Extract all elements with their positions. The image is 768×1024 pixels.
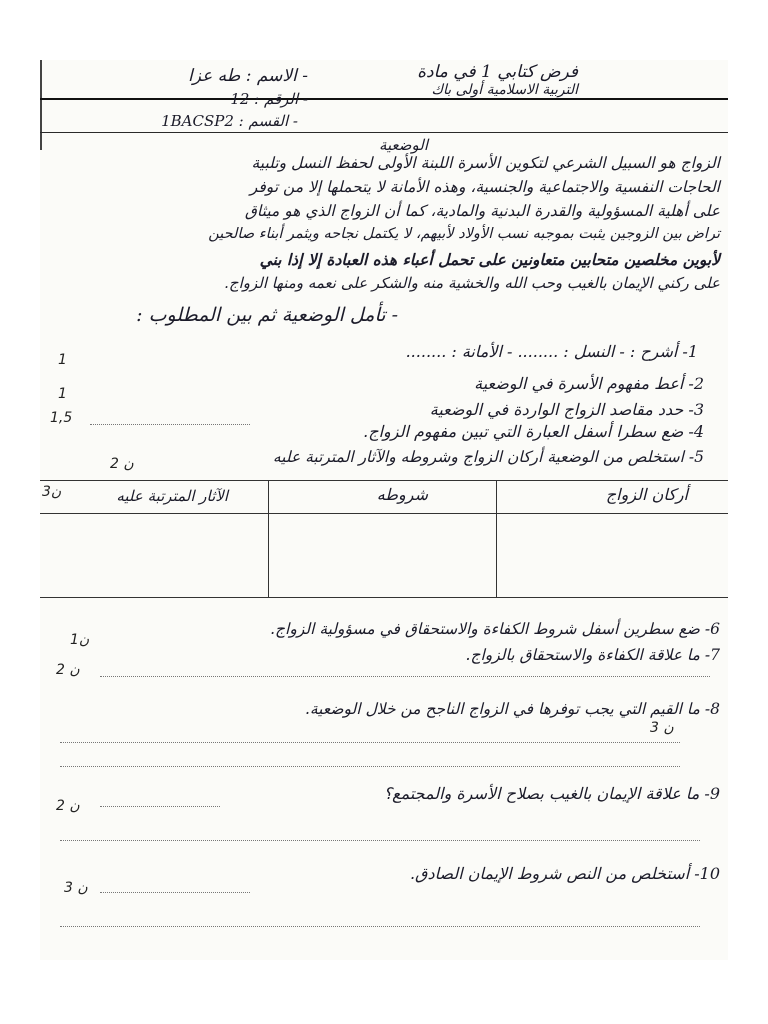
question-6: 6- ضع سطرين أسفل شروط الكفاءة والاستحقاق في مسؤولية الزواج. [270,620,720,638]
question-4: 4- ضع سطرا أسفل العبارة التي تبين مفهوم الزواج. [363,422,704,441]
score-q6: 1ن [70,632,90,648]
score-q8: 3 ن [650,720,674,736]
question-8: 8- ما القيم التي يجب توفرها في الزواج الناجح من خلال الوضعية. [304,700,720,718]
score-q5: 2 ن [110,456,134,472]
answer-line-q3 [90,424,250,425]
exam-sheet [40,60,728,960]
situation-heading: الوضعية [378,136,428,154]
score-q3: 1,5 [50,410,73,426]
question-1: 1- أشرح : - النسل : ........ - الأمانة : ........ [405,342,698,361]
score-q10: 3 ن [64,880,88,896]
question-9: 9- ما علاقة الإيمان بالغيب بصلاح الأسرة والمجتمع؟ [383,784,720,803]
student-number: - الرقم : 12 [230,90,308,108]
answer-line-q10 [100,892,250,893]
question-2: 2- أعط مفهوم الأسرة في الوضعية [474,374,704,393]
answer-line-q7 [100,676,710,677]
score-q5-mark: 3ن [42,484,62,500]
answer-line-q8 [60,742,680,743]
header-divider [40,98,728,100]
student-class: - القسم : 1BACSP2 [161,112,298,130]
student-name: - الاسم : طه عزا [188,66,308,86]
score-q2: 1 [58,386,67,402]
answer-line-q9 [100,806,220,807]
question-7: 7- ما علاقة الكفاءة والاستحقاق بالزواج. [465,646,720,664]
situation-line: الزواج هو السبيل الشرعي لتكوين الأسرة اللبنة الأولى لحفظ النسل وتلبية [251,154,720,172]
questions-intro: - تأمل الوضعية ثم بين المطلوب : [136,304,398,326]
score-q1: 1 [58,352,67,368]
score-q9: 2 ن [56,798,80,814]
situation-line: الحاجات النفسية والاجتماعية والجنسية، وهذه الأمانة لا يتحملها إلا من توفر [249,178,720,196]
marriage-table [40,480,728,598]
question-3: 3- حدد مقاصد الزواج الواردة في الوضعية [429,400,704,419]
table-header-conditions: شروطه [376,485,428,504]
table-header-pillars: أركان الزواج [605,485,688,504]
table-header-divider [40,513,728,514]
exam-subject: التربية الاسلامية أولى باك [431,82,578,98]
situation-line: على أهلية المسؤولية والقدرة البدنية والمادية، كما أن الزواج الذي هو ميثاق [244,202,720,220]
situation-line: على ركني الإيمان بالغيب وحب الله والخشية منه والشكر على نعمه ومنها الزواج. [224,274,720,292]
answer-line-q10 [60,926,700,927]
situation-line: تراض بين الزوجين يثبت بموجبه نسب الأولاد لأبيهم، لا يكتمل نجاحه ويثمر أبناء صالحين [208,226,720,242]
table-column-divider [268,481,269,597]
situation-line: لأبوين مخلصين متحابين متعاونين على تحمل أعباء هذه العبادة إلا إذا بني [259,250,720,269]
table-column-divider [496,481,497,597]
question-5: 5- استخلص من الوضعية أركان الزواج وشروطه والآثار المترتبة عليه [272,448,704,466]
question-10: 10- أستخلص من النص شروط الإيمان الصادق. [409,864,720,883]
table-header-effects: الآثار المترتبة عليه [116,487,228,505]
answer-line-q9 [60,840,700,841]
score-q7: 2 ن [56,662,80,678]
header-bottom-rule [40,132,728,133]
answer-line-q8 [60,766,680,767]
exam-title: فرض كتابي 1 في مادة [417,62,578,82]
margin-line [40,60,42,150]
